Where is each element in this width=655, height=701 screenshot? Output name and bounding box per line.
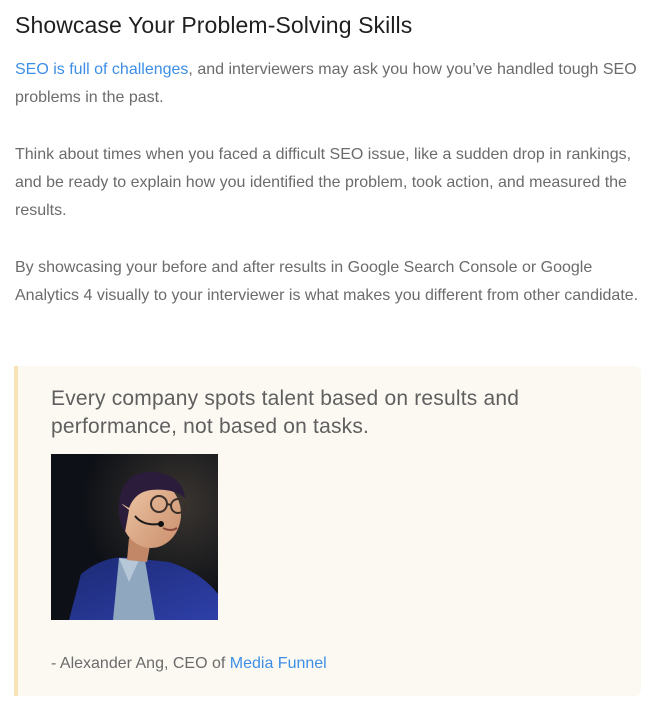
seo-challenges-link[interactable]: SEO is full of challenges [15,61,189,78]
quote-text: Every company spots talent based on results and performance, not based on tasks. [51,387,520,438]
speaker-photo [51,454,218,620]
attribution-text: - Alexander Ang, CEO of [51,655,230,672]
section-title: Showcase Your Problem-Solving Skills [15,12,413,38]
paragraph-challenges-text: , and interviewers may ask you how you’ve handled tough SEO problems in the past. [15,61,637,106]
quote-attribution [51,653,327,675]
paragraph-challenges [15,56,645,112]
paragraph-before-after: By showcasing your before and after results in Google Search Console or Google Analytics 4 visually to your interviewer is what makes you different from other candidate. [15,259,639,304]
media-funnel-link[interactable]: Media Funnel [229,655,327,672]
blockquote [14,366,641,696]
paragraph-difficult-issue: Think about times when you faced a difficult SEO issue, like a sudden drop in rankings, and be ready to explain how you identified the problem, took action, and measured the results. [15,146,632,219]
